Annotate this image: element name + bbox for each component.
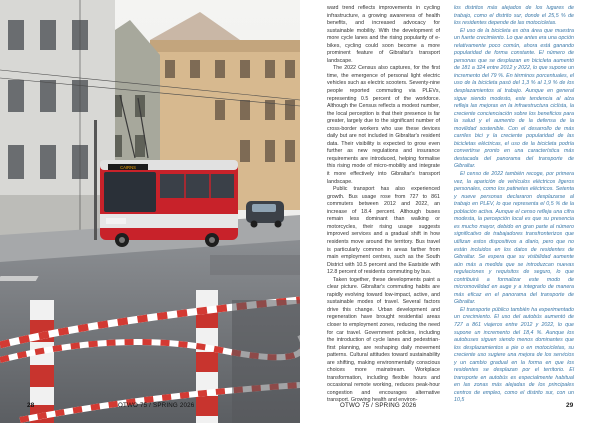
text-page bbox=[300, 0, 600, 423]
spanish-paragraph: El transporte público también ha experimentado un crecimiento. El uso del autobús aumentó de 727 a 861 viajeros entre 2012 y 2022, lo que supone un incremento del 18,4 %. Aunque los autobuses siguen siendo menos dominantes que los desplazamientos a pie o en motocicletas, su creciente uso sugiere una mejora de los servicios y un cambio gradual en la forma en que los residentes se desplazan por el territorio. El transporte en autobús es especialmente habitual en las zonas más alejadas de los principales centros de empleo, como el distrito sur, con un 10,5 bbox=[454, 306, 574, 404]
spanish-paragraph: los distritos más alejados de los lugares de trabajo, como el distrito sur, donde el 25,5 % de los residentes depende de las motocicletas. bbox=[454, 5, 574, 27]
english-paragraph: The 2022 Census also captures, for the first time, the emergence of personal light electric vehicles such as electric scooters. Seventy-nine people reported commuting via PLEVs, representing 0.5 percent of the workforce. Although the Census reflects a modest number, the local perception is that their presence is far greater, largely due to the significant number of cross-border workers who use these devices daily but are not included in Gibraltar's resident data. Their visibility is expected to grow even further as new regulations and insurance requirements are introduced, helping formalise this rising mode of micro-mobility and integrate it more effectively into Gibraltar's transport landscape. bbox=[327, 65, 440, 185]
spanish-article-column bbox=[454, 5, 574, 405]
english-article-column bbox=[327, 5, 440, 405]
english-paragraph: Public transport has also experienced growth. Bus usage rose from 727 to 861 commuters between 2012 and 2022, an increase of 18.4 percent. Although buses remain less dominant than walking or motorcycles, their rising usage suggests improved services and a gradual shift in how residents move around the territory. Bus travel is particularly common in areas farther from main employment centres, such as the South District with 10.5 percent and the Eastside with 12.8 percent of residents commuting by bus. bbox=[327, 186, 440, 276]
spanish-paragraph: El censo de 2022 también recoge, por primera vez, la aparición de vehículos eléctricos ligeros personales, como los patinetes eléctricos. Setenta y nueve personas declararon desplazarse al trabajo en PLEV, lo que representa el 0,5 % de la población activa. Aunque el censo refleja una cifra modesta, la percepción local es que su presencia es mucho mayor, debido en gran parte al número significativo de trabajadores transfronterizos que utilizan estos dispositivos a diario, pero que no están incluidos en los datos de residentes de Gibraltar. Se espera que su visibilidad aumente aún más a medida que se introduzcan nuevas regulaciones y requisitos de seguro, lo que contribuirá a formalizar este modo de micromovilidad en auge y a integrarlo de manera más eficaz en el panorama del transporte de Gibraltar. bbox=[454, 171, 574, 306]
english-paragraph: Taken together, these developments paint a clear picture. Gibraltar's commuting habits are rapidly evolving toward low-impact, active, and sustainable modes of travel. Several factors drive this change. Urban development and regeneration have brought residential areas closer to employment zones, reducing the need for car travel. Government policies, including the introduction of cycle lanes and pedestrian-first planning, are reshaping daily movement patterns. Cultural attitudes toward sustainability are shifting, making environmentally conscious choices more mainstream. Workplace transformation, including flexible hours and occasional remote working, reduces peak-hour congestion and encourages alternative transport. Growing health and environ- bbox=[327, 276, 440, 404]
left-page-number: 28 bbox=[27, 402, 35, 409]
english-paragraph: ward trend reflects improvements in cycling infrastructure, a growing awareness of health benefits, and increased advocacy for sustainable mobility. With the development of more cycle lanes and the rising popularity of e-bikes, cycling could soon become a more prominent feature of Gibraltar's transport landscape. bbox=[327, 5, 440, 64]
left-page-footer: OTWO 75 / SPRING 2026 bbox=[118, 402, 195, 409]
right-page-number: 29 bbox=[566, 402, 574, 409]
right-page-footer: OTWO 75 / SPRING 2026 bbox=[340, 402, 417, 409]
spanish-paragraph: El uso de la bicicleta es otra área que muestra un fuerte crecimiento. Lo que antes era una opción relativamente poco común, ahora está ganando popularidad de forma constante. El número de personas que se desplazan en bicicleta aumentó de 181 a 324 entre 2012 y 2022, lo que supone un incremento del 79 %. En términos porcentuales, el uso de la bicicleta pasó del 1,3 % al 1,9 % de los desplazamientos al trabajo. Aunque en general sigue siendo modesto, este tendencia al alza refleja las mejoras en la infraestructura ciclista, la creciente concienciación sobre los beneficios para la salud y el aumento de la defensa de la movilidad sostenible. Con el desarrollo de más carriles bici y la creciente popularidad de las bicicletas eléctricas, el uso de la bicicleta podría convertirse pronto en una característica más destacada del panorama del transporte de Gibraltar. bbox=[454, 27, 574, 170]
bus-destination-sign: CAIRNS bbox=[120, 165, 136, 170]
